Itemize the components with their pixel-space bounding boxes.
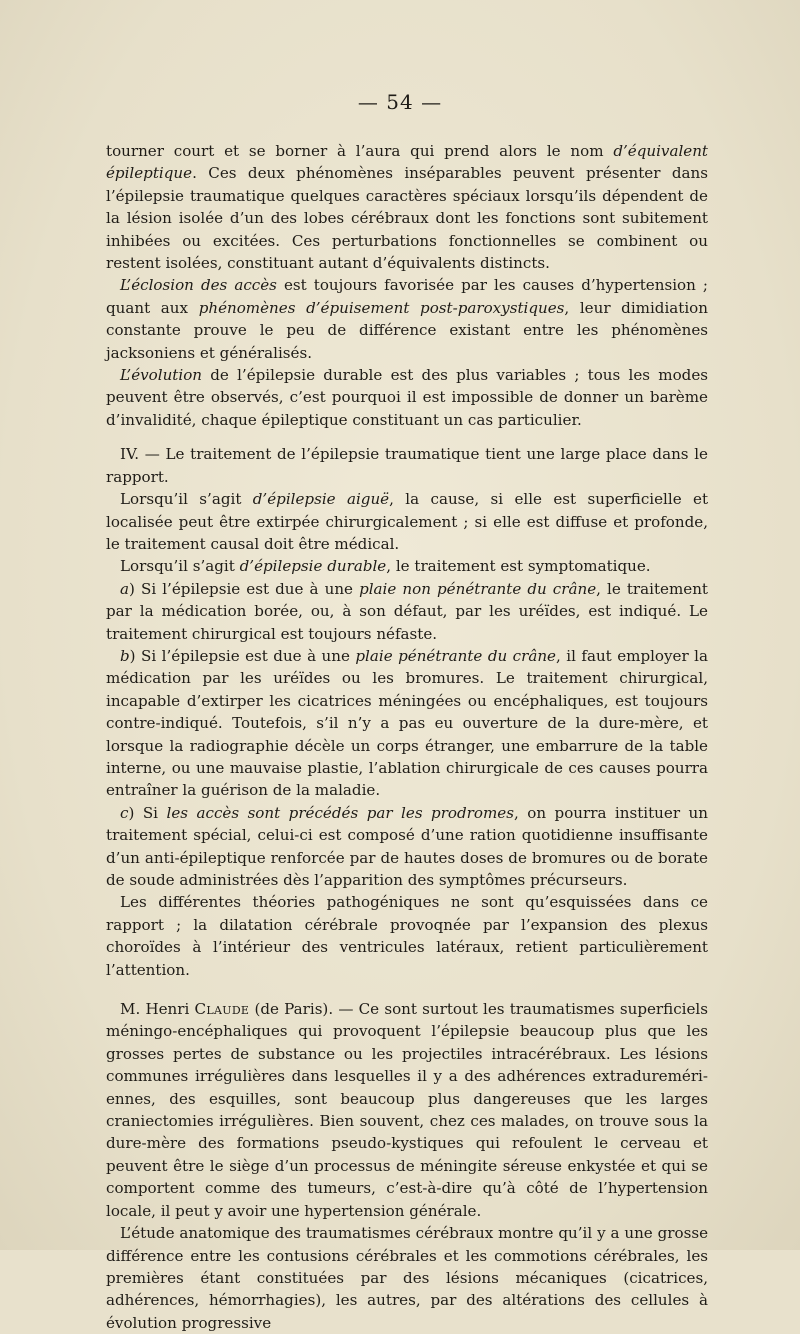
italic-term: d’épilepsie aiguë	[252, 490, 390, 509]
italic-term: plaie pénétrante du crâne	[355, 646, 556, 665]
text-run: ) Si l’épilepsie est due à une	[129, 579, 360, 598]
paragraph	[106, 555, 708, 577]
paragraph	[106, 578, 708, 645]
italic-term: L’éclosion des accès	[120, 276, 277, 295]
text-run: , la cause, si elle est superficielle et localisée peut être extirpée chirurgicalement ; si elle est diffuse et profonde, le traitement causal doit être médical.	[106, 490, 709, 553]
list-marker: b	[120, 646, 130, 665]
italic-term: plaie non pénétrante du crâne	[359, 579, 597, 598]
italic-term: L’évolution	[120, 366, 202, 385]
text-run: , on pourra instituer un traitement spécial, celui-ci est composé d’une ration quotidienne insuffisante d’un anti-épileptique renforcée par de hautes doses de bromures ou de borate de soude administrées dès l’apparition des symptômes précurseurs.	[106, 803, 708, 889]
paragraph	[106, 802, 708, 892]
text-run: est toujours favorisée par les causes d’hypertension ; quant aux	[106, 276, 708, 317]
paragraph	[106, 645, 708, 802]
speaker-prefix: M. Henri	[120, 1000, 195, 1019]
speaker-name: Claude	[194, 1000, 250, 1019]
text-run: , le traitement par la médication borée, ou, à son défaut, par les uréïdes, est indiqué. Le traitement chirurgical est toujours néfaste.	[106, 579, 709, 643]
page-number: — 54 —	[357, 90, 443, 114]
paragraph	[106, 140, 708, 274]
italic-term: phénomènes d’épuisement post-paroxystiques	[198, 298, 565, 317]
text-run: (de Paris). — Ce sont surtout les traumatismes superficiels méningo-encéphaliques qui provoquent l’épilepsie beaucoup plus que les grosses pertes de substance ou les projectiles intracérébraux. Les lésions communes irrégulières dans lesquelles il y a des adhérences extraduremériennes, des esquilles, sont beaucoup plus dangereuses que les larges craniectomies irrégulières. Bien souvent, chez ces malades, on trouve sous la dure-mère des formations pseudo-kystiques qui refoulent le cerveau et peuvent être le siège d’un processus de méningite séreuse enkystée et qui se comportent comme des tumeurs, c’est-à-dire qu’à côté de l’hypertension locale, il peut y avoir une hypertension générale.	[106, 1000, 708, 1220]
list-marker: c	[120, 803, 129, 822]
text-run: Lorsqu’il s’agit	[120, 490, 253, 509]
text-run: ) Si l’épilepsie est due à une	[129, 646, 356, 665]
paragraph: Les différentes théories pathogéniques ne sont qu’esquissées dans ce rapport ; la dilatation cérébrale provoqnée par l’expansion des plexus choroïdes à l’intérieur des ventricules latéraux, retient particulièrement l’attention.	[106, 893, 708, 979]
italic-term: d’épilepsie durable	[239, 557, 387, 576]
paragraph	[106, 274, 708, 364]
text-run: tourner court et se borner à l’aura qui prend alors le nom	[106, 142, 614, 160]
text-run: de l’épilepsie durable est des plus variables ; tous les modes peuvent être observés, c’est pourquoi il est impossible de donner un barème d’invalidité, chaque épileptique constituant un cas particulier.	[106, 366, 708, 429]
text-run: . Ces deux phénomènes inséparables peuvent présenter dans l’épilepsie traumatique quelques caractères spéciaux lorsqu’ils dépendent de la lésion isolée d’un des lobes cérébraux dont les fonctions sont subitement inhibées ou excitées. Ces perturbations fonctionnelles se combinent ou restent isolées, constituant autant d’équivalents distincts.	[106, 164, 708, 273]
paragraph	[106, 364, 708, 431]
paragraph	[106, 488, 708, 555]
text-run: Lorsqu’il s’agit	[120, 557, 240, 576]
text-run: , leur dimidiation constante prouve le peu de différence existant entre les phénomènes jacksoniens et généralisés.	[106, 298, 708, 362]
text-run: ) Si	[128, 803, 167, 822]
text-run: , il faut employer la médication par les uréïdes ou les bromures. Le traitement chirurgical, incapable d’extirper les cicatrices méningées ou encéphaliques, est toujours contre-indiqué. Toutefois, s’il n’y a pas eu ouverture de la dure-mère, et lorsque la radiographie décèle un corps étranger, une embarrure de la table interne, ou une mauvaise plastie, l’ablation chirurgicale de ces causes pourra entraîner la guérison de la maladie.	[106, 646, 708, 800]
italic-term: les accès sont précédés par les prodromes	[166, 803, 514, 822]
section-heading-paragraph: IV. — Le traitement de l’épilepsie traumatique tient une large place dans le rapport.	[106, 445, 708, 486]
text-run: , le traitement est symptomatique.	[386, 557, 651, 576]
body-text	[106, 140, 708, 1334]
italic-term: d’équivalent épileptique	[106, 142, 708, 183]
paragraph: L’étude anatomique des traumatismes cérébraux montre qu’il y a une grosse différence entre les contusions cérébrales et les commotions cérébrales, les premières étant constituées par des lésions mécaniques (cicatrices, adhérences, hémorrhagies), les autres, par des altérations des cellules à évolution progressive	[106, 1224, 708, 1332]
paragraph	[106, 998, 708, 1222]
list-marker: a	[120, 579, 129, 598]
